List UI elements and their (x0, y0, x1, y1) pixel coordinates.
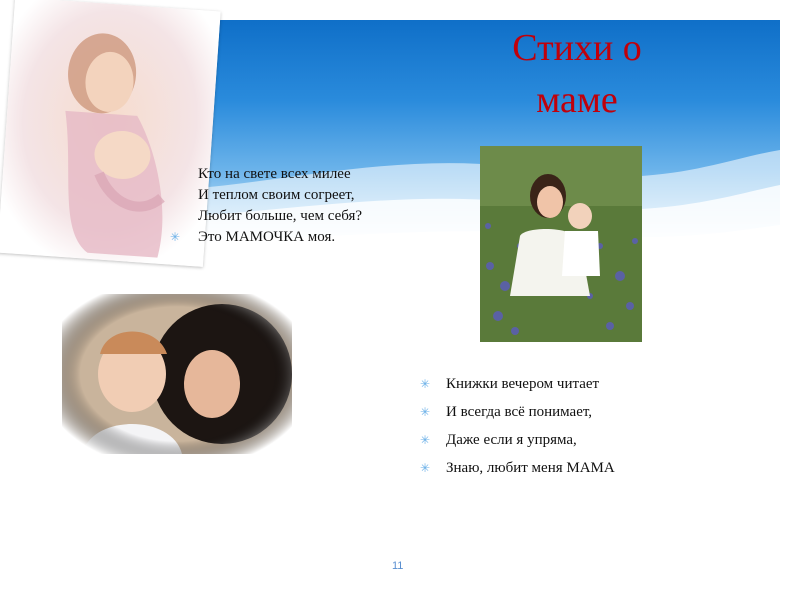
verse-two-line: ✳ Даже если я упряма, (420, 426, 615, 454)
bullet-asterisk-icon: ✳ (420, 405, 431, 419)
bullet-asterisk-icon: ✳ (420, 377, 431, 391)
verse-one-line: Кто на свете всех милее (198, 166, 351, 182)
verse-two-line: ✳ Знаю, любит меня МАМА (420, 454, 615, 482)
verse-one-line: Любит больше, чем себя? (198, 208, 363, 224)
slide-title (462, 22, 692, 126)
title-line-1: Стихи о (512, 27, 642, 69)
mother-hugging-baby-photo (62, 294, 292, 454)
title-line-2: маме (536, 79, 618, 121)
page-number: 11 (392, 560, 404, 572)
verse-one-line: ✳ Это МАМОЧКА моя. (170, 227, 362, 248)
bullet-asterisk-icon: ✳ (420, 433, 431, 447)
verse-two-line: ✳ И всегда всё понимает, (420, 398, 615, 426)
bullet-asterisk-icon: ✳ (420, 461, 431, 475)
verse-one-line: И теплом своим согреет, (198, 187, 355, 203)
mother-and-child-in-flower-field-photo (480, 146, 642, 342)
verse-one (170, 164, 362, 248)
verse-two (420, 370, 615, 482)
verse-two-line: ✳ Книжки вечером читает (420, 370, 615, 398)
bullet-asterisk-icon: ✳ (170, 230, 181, 244)
